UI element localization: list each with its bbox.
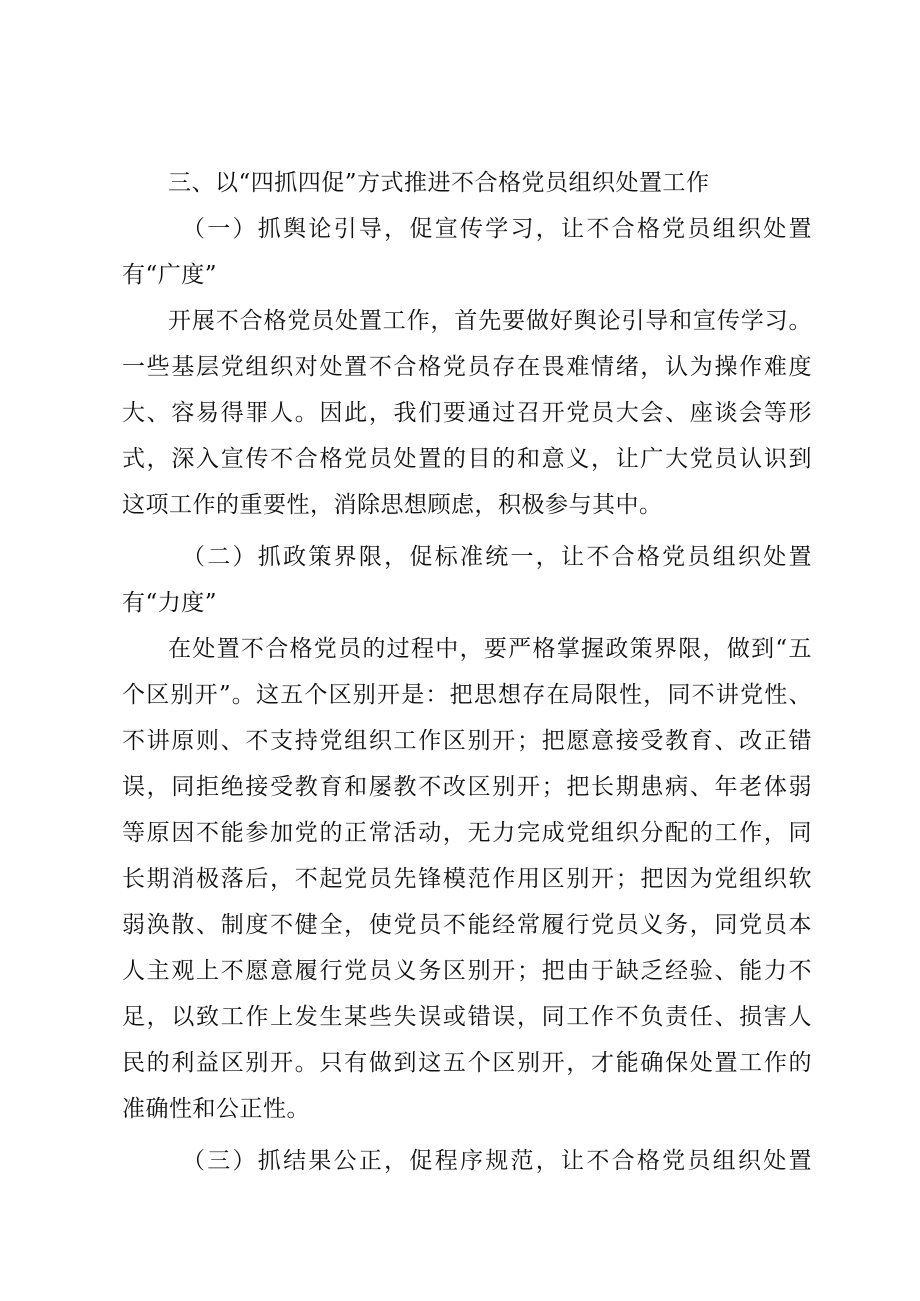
paragraph-line: 人主观上不愿意履行党员义务区别开；把由于缺乏经验、能力不: [122, 958, 812, 984]
paragraph-line: 等原因不能参加党的正常活动，无力完成党组织分配的工作，同: [122, 820, 812, 846]
subsection-heading: （二）抓政策界限，促标准统一，让不合格党员组织处置: [182, 544, 812, 570]
paragraph-line: 这项工作的重要性，消除思想顾虑，积极参与其中。: [122, 492, 663, 518]
document-body: [122, 160, 812, 1184]
paragraph-line: 误，同拒绝接受教育和屡教不改区别开；把长期患病、年老体弱: [122, 774, 812, 800]
paragraph-line: 足，以致工作上发生某些失误或错误，同工作不负责任、损害人: [122, 1004, 812, 1030]
paragraph-line: 民的利益区别开。只有做到这五个区别开，才能确保处置工作的: [122, 1050, 812, 1076]
paragraph-line: 不讲原则、不支持党组织工作区别开；把愿意接受教育、改正错: [122, 728, 812, 754]
subsection-heading: （三）抓结果公正，促程序规范，让不合格党员组织处置: [182, 1148, 812, 1174]
subsection-heading: 有“力度”: [122, 590, 218, 616]
paragraph-line: 式，深入宣传不合格党员处置的目的和意义，让广大党员认识到: [122, 446, 812, 472]
section-title: 三、以“四抓四促”方式推进不合格党员组织处置工作: [168, 170, 710, 196]
paragraph-line: 大、容易得罪人。因此，我们要通过召开党员大会、座谈会等形: [122, 400, 812, 426]
subsection-heading: 有“广度”: [122, 262, 218, 288]
paragraph-line: 个区别开”。这五个区别开是：把思想存在局限性，同不讲党性、: [122, 682, 812, 708]
paragraph-line: 开展不合格党员处置工作，首先要做好舆论引导和宣传学习。: [168, 308, 812, 334]
paragraph-line: 弱涣散、制度不健全，使党员不能经常履行党员义务，同党员本: [122, 912, 812, 938]
subsection-heading: （一）抓舆论引导，促宣传学习，让不合格党员组织处置: [182, 216, 812, 242]
paragraph-line: 在处置不合格党员的过程中，要严格掌握政策界限，做到“五: [168, 636, 812, 662]
paragraph-line: 长期消极落后，不起党员先锋模范作用区别开；把因为党组织软: [122, 866, 812, 892]
paragraph-line: 一些基层党组织对处置不合格党员存在畏难情绪，认为操作难度: [122, 354, 812, 380]
paragraph-line: 准确性和公正性。: [122, 1096, 310, 1122]
